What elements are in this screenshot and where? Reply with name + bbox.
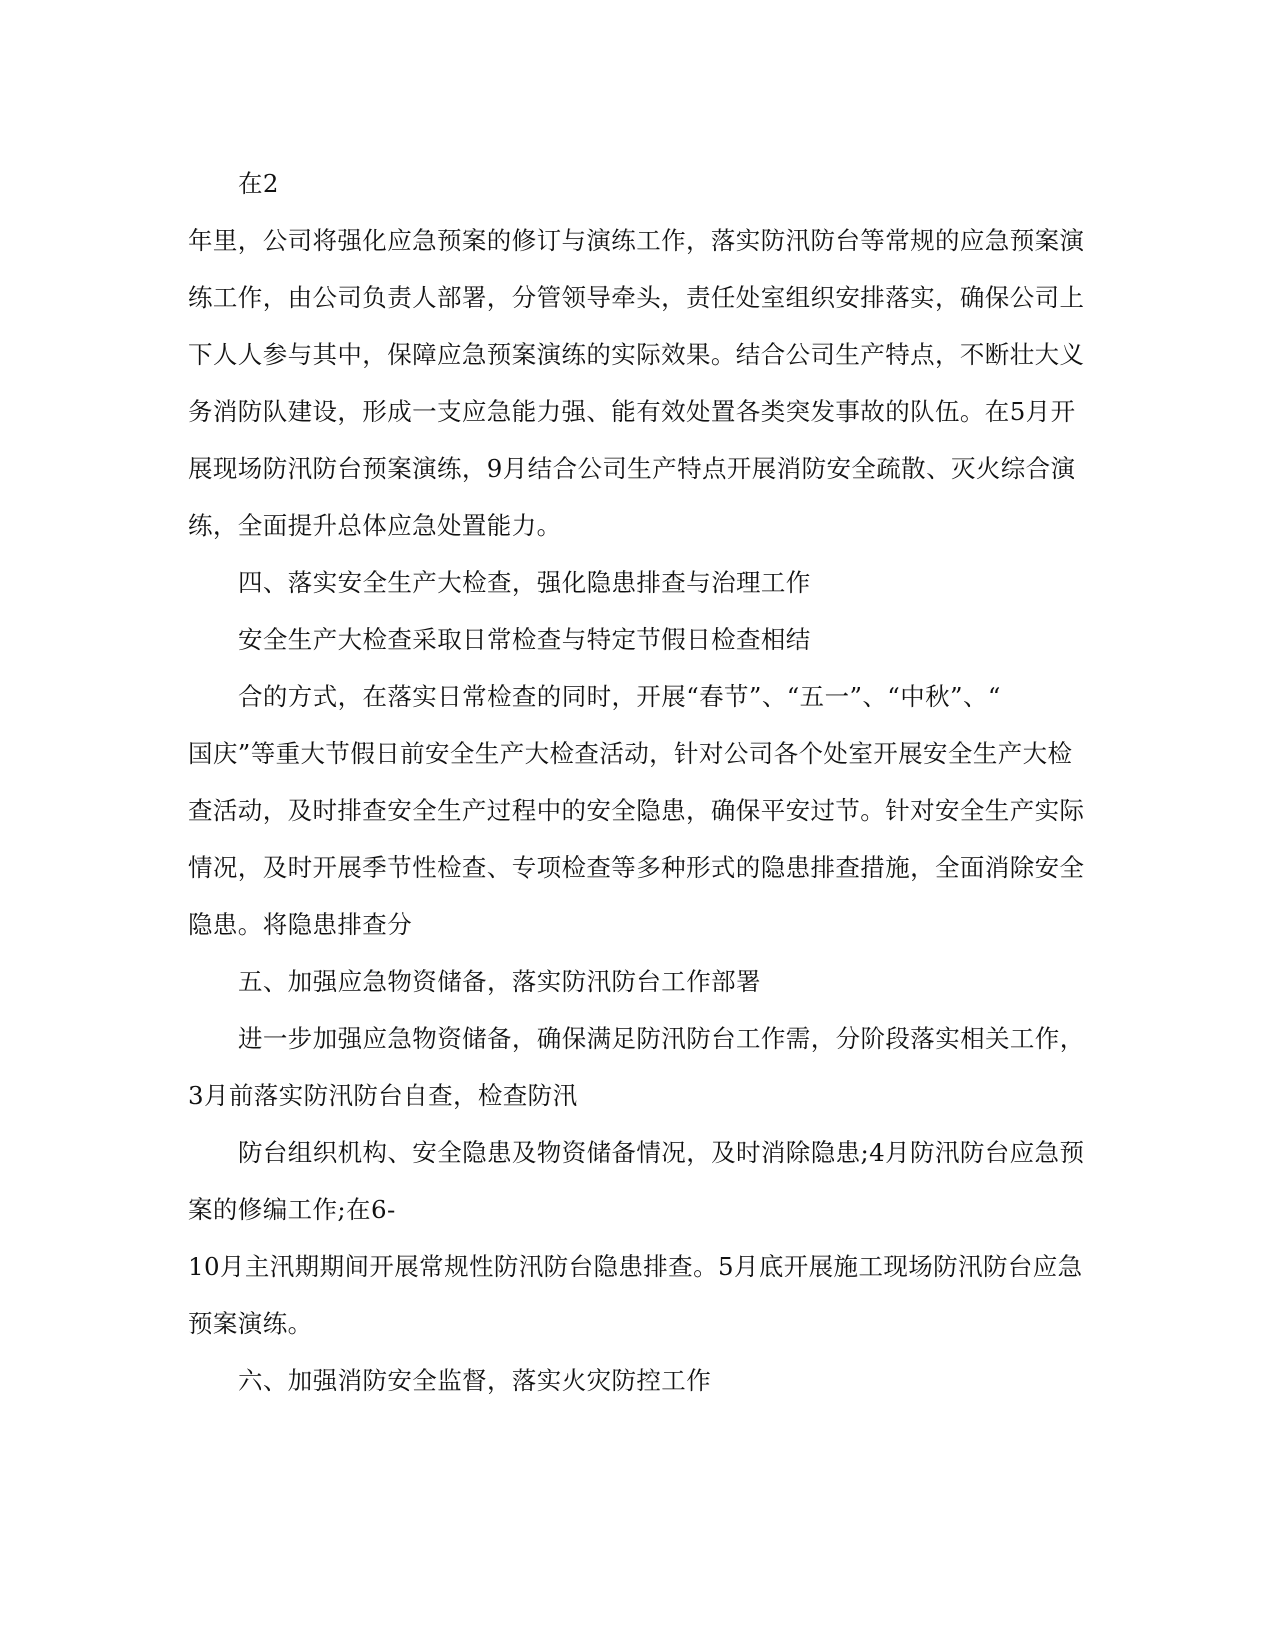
paragraph-line: 练，全面提升总体应急处置能力。 [188, 511, 562, 540]
paragraph-line: 10月主汛期期间开展常规性防汛防台隐患排查。5月底开展施工现场防汛防台应急 [188, 1252, 1083, 1281]
paragraph-line: 进一步加强应急物资储备，确保满足防汛防台工作需，分阶段落实相关工作， [238, 1024, 1085, 1053]
paragraph-line: 下人人参与其中，保障应急预案演练的实际效果。结合公司生产特点，不断壮大义 [188, 340, 1085, 369]
paragraph-line: 预案演练。 [188, 1309, 313, 1338]
paragraph-line: 展现场防汛防台预案演练，9月结合公司生产特点开展消防安全疏散、灭火综合演 [188, 454, 1076, 483]
paragraph-line: 练工作，由公司负责人部署，分管领导牵头，责任处室组织安排落实，确保公司上 [188, 283, 1085, 312]
section-heading: 六、加强消防安全监督，落实火灾防控工作 [238, 1366, 712, 1395]
paragraph-line: 年里，公司将强化应急预案的修订与演练工作，落实防汛防台等常规的应急预案演 [188, 226, 1085, 255]
section-heading: 四、落实安全生产大检查，强化隐患排查与治理工作 [238, 568, 811, 597]
paragraph-line: 情况，及时开展季节性检查、专项检查等多种形式的隐患排查措施，全面消除安全 [188, 853, 1085, 882]
paragraph-line: 查活动，及时排查安全生产过程中的安全隐患，确保平安过节。针对安全生产实际 [188, 796, 1085, 825]
paragraph-line: 务消防队建设，形成一支应急能力强、能有效处置各类突发事故的队伍。在5月开 [188, 397, 1076, 426]
paragraph-line: 隐患。将隐患排查分 [188, 910, 413, 939]
section-heading: 五、加强应急物资储备，落实防汛防台工作部署 [238, 967, 761, 996]
paragraph-line: 合的方式，在落实日常检查的同时，开展“春节”、“五一”、“中秋”、“ [238, 682, 1001, 711]
paragraph-line: 国庆”等重大节假日前安全生产大检查活动，针对公司各个处室开展安全生产大检 [188, 739, 1073, 768]
paragraph-line: 防台组织机构、安全隐患及物资储备情况，及时消除隐患;4月防汛防台应急预 [238, 1138, 1085, 1167]
paragraph-line: 安全生产大检查采取日常检查与特定节假日检查相结 [238, 625, 811, 654]
paragraph-line: 在2 [238, 169, 279, 198]
paragraph-line: 案的修编工作;在6- [188, 1195, 396, 1224]
paragraph-line: 3月前落实防汛防台自查，检查防汛 [188, 1081, 578, 1110]
